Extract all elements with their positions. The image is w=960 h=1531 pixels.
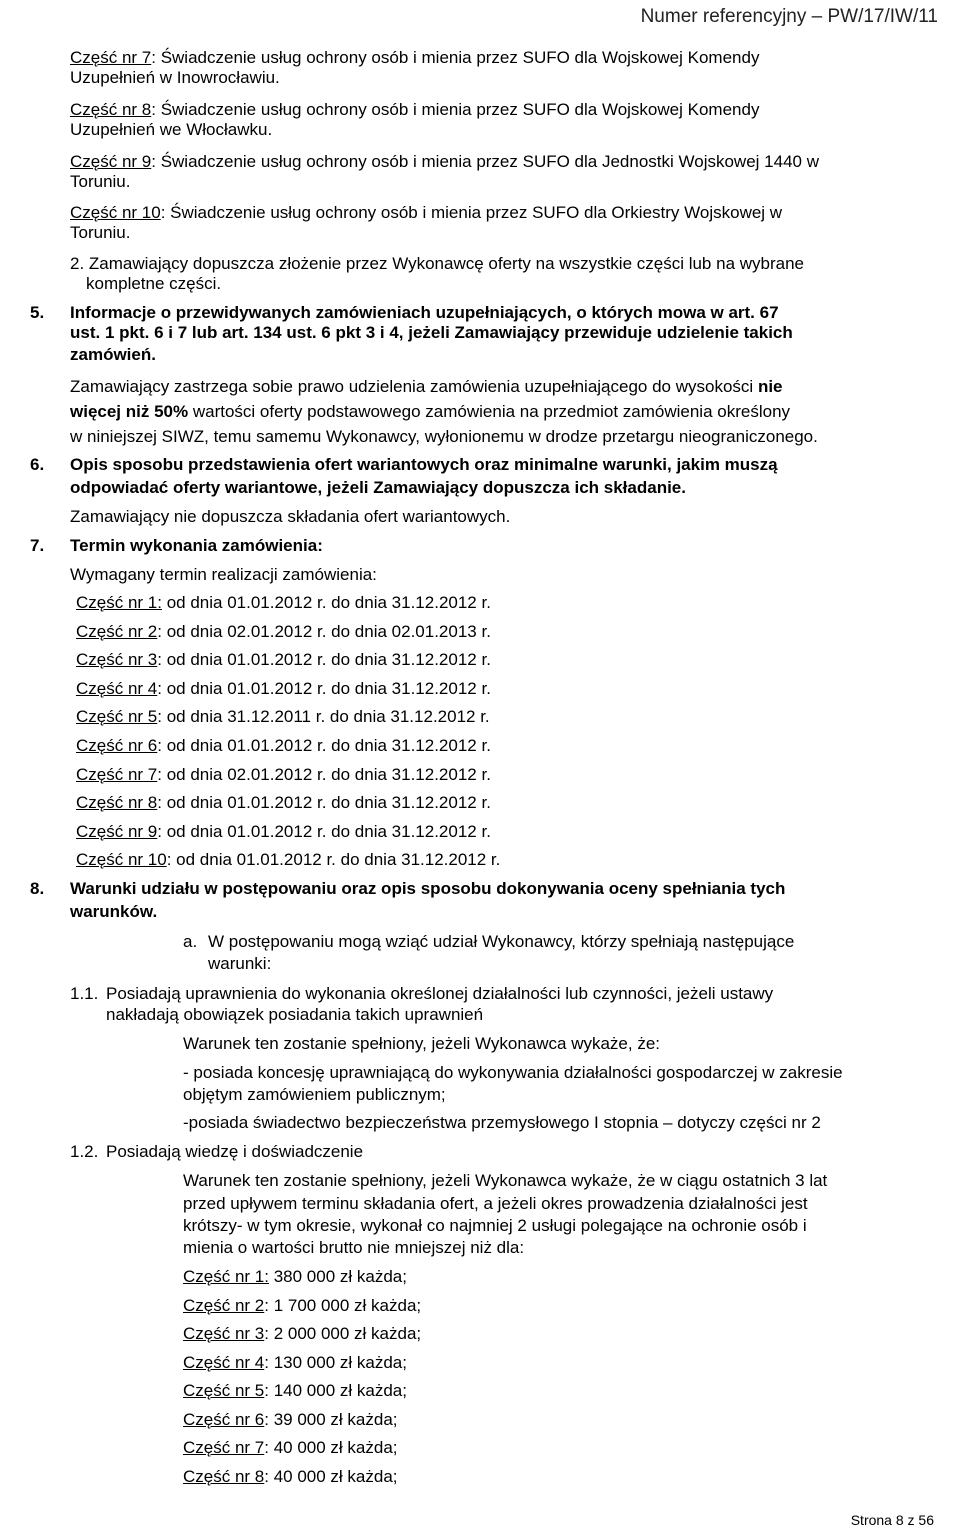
term-part-10: Część nr 10: od dnia 01.01.2012 r. do dnia 31.12.2012 r. — [76, 850, 501, 869]
term-part-8: Część nr 8: od dnia 01.01.2012 r. do dnia 31.12.2012 r. — [76, 793, 491, 812]
point-2-line-1: 2. Zamawiający dopuszcza złożenie przez Wykonawcę oferty na wszystkie części lub na wybrane — [70, 254, 804, 273]
part-7-line-1: Część nr 7: Świadczenie usług ochrony osób i mienia przez SUFO dla Wojskowej Komendy — [70, 48, 760, 67]
condition-1-1-line-1: Posiadają uprawnienia do wykonania określonej działalności lub czynności, jeżeli ustawy — [106, 984, 774, 1003]
value-part-7: Część nr 7: 40 000 zł każda; — [183, 1438, 398, 1457]
condition-1-1-bullet-2: -posiada świadectwo bezpieczeństwa przemysłowego I stopnia – dotyczy części nr 2 — [183, 1113, 821, 1132]
part-9-line-2: Toruniu. — [70, 172, 131, 191]
condition-1-2-title: Posiadają wiedzę i doświadczenie — [106, 1142, 364, 1161]
condition-1-1-line-2: nakładają obowiązek posiadania takich uprawnień — [106, 1005, 484, 1024]
section-8-title-line-1: Warunki udziału w postępowaniu oraz opis sposobu dokonywania oceny spełniania tych — [70, 879, 786, 898]
part-label: Część nr 9 — [70, 152, 152, 171]
section-8-title-line-2: warunków. — [70, 902, 158, 921]
section-5-title-line-1: Informacje o przewidywanych zamówieniach uzupełniających, o których mowa w art. 67 — [70, 303, 779, 322]
section-5-number: 5. — [30, 303, 45, 322]
term-part-7: Część nr 7: od dnia 02.01.2012 r. do dnia 31.12.2012 r. — [76, 765, 491, 784]
part-label: Część nr 7 — [70, 48, 152, 67]
value-part-2: Część nr 2: 1 700 000 zł każda; — [183, 1296, 422, 1315]
term-part-3: Część nr 3: od dnia 01.01.2012 r. do dnia 31.12.2012 r. — [76, 650, 491, 669]
condition-1-2-line-4: mienia o wartości brutto nie mniejszej niż dla: — [183, 1238, 525, 1257]
condition-1-1-bullet-1-line-2: objętym zamówieniem publicznym; — [183, 1085, 446, 1104]
value-part-5: Część nr 5: 140 000 zł każda; — [183, 1381, 407, 1400]
part-8-line-1: Część nr 8: Świadczenie usług ochrony osób i mienia przez SUFO dla Wojskowej Komendy — [70, 100, 760, 119]
value-part-4: Część nr 4: 130 000 zł każda; — [183, 1353, 407, 1372]
section-5-paragraph-line-1: Zamawiający zastrzega sobie prawo udzielenia zamówienia uzupełniającego do wysokości nie — [70, 377, 783, 396]
value-part-8: Część nr 8: 40 000 zł każda; — [183, 1467, 398, 1486]
part-label: Część nr 10 — [70, 203, 161, 222]
section-6-title-line-1: Opis sposobu przedstawienia ofert wariantowych oraz minimalne warunki, jakim muszą — [70, 455, 778, 474]
term-part-1: Część nr 1: od dnia 01.01.2012 r. do dnia 31.12.2012 r. — [76, 593, 491, 612]
condition-1-2-line-1: Warunek ten zostanie spełniony, jeżeli Wykonawca wykaże, że w ciągu ostatnich 3 lat — [183, 1171, 828, 1190]
section-6-text: Zamawiający nie dopuszcza składania ofert wariantowych. — [70, 507, 511, 526]
term-part-6: Część nr 6: od dnia 01.01.2012 r. do dnia 31.12.2012 r. — [76, 736, 491, 755]
value-part-3: Część nr 3: 2 000 000 zł każda; — [183, 1324, 422, 1343]
section-6-number: 6. — [30, 455, 45, 474]
part-10-line-2: Toruniu. — [70, 223, 131, 242]
term-part-2: Część nr 2: od dnia 02.01.2012 r. do dnia 02.01.2013 r. — [76, 622, 491, 641]
section-7-title: Termin wykonania zamówienia: — [70, 536, 323, 555]
condition-1-2-number: 1.2. — [70, 1142, 99, 1161]
term-part-4: Część nr 4: od dnia 01.01.2012 r. do dnia 31.12.2012 r. — [76, 679, 491, 698]
part-10-line-1: Część nr 10: Świadczenie usług ochrony osób i mienia przez SUFO dla Orkiestry Wojskowej w — [70, 203, 783, 222]
part-7-line-2: Uzupełnień w Inowrocławiu. — [70, 68, 280, 87]
section-7-intro: Wymagany termin realizacji zamówienia: — [70, 565, 377, 584]
item-a-line-2: warunki: — [208, 954, 272, 973]
section-5-paragraph-line-3: w niniejszej SIWZ, temu samemu Wykonawcy, wyłonionemu w drodze przetargu nieograniczonego. — [70, 427, 818, 446]
condition-1-1-requirement: Warunek ten zostanie spełniony, jeżeli Wykonawca wykaże, że: — [183, 1034, 661, 1053]
part-label: Część nr 8 — [70, 100, 152, 119]
value-part-6: Część nr 6: 39 000 zł każda; — [183, 1410, 398, 1429]
condition-1-2-line-2: przed upływem terminu składania ofert, a jeżeli okres prowadzenia działalności jest — [183, 1194, 808, 1213]
item-a-line-1: W postępowaniu mogą wziąć udział Wykonawcy, którzy spełniają następujące — [208, 932, 795, 951]
section-5-title-line-2: ust. 1 pkt. 6 i 7 lub art. 134 ust. 6 pkt 3 i 4, jeżeli Zamawiający przewiduje udzielenie takich — [70, 323, 793, 342]
section-8-number: 8. — [30, 879, 45, 898]
reference-number: Numer referencyjny – PW/17/IW/11 — [640, 6, 938, 27]
condition-1-2-line-3: krótszy- w tym okresie, wykonał co najmniej 2 usługi polegające na ochronie osób i — [183, 1216, 807, 1235]
condition-1-1-bullet-1-line-1: - posiada koncesję uprawniającą do wykonywania działalności gospodarczej w zakresie — [183, 1063, 843, 1082]
term-part-9: Część nr 9: od dnia 01.01.2012 r. do dnia 31.12.2012 r. — [76, 822, 491, 841]
page-number: Strona 8 z 56 — [850, 1512, 934, 1528]
section-6-title-line-2: odpowiadać oferty wariantowe, jeżeli Zamawiający dopuszcza ich składanie. — [70, 478, 686, 497]
section-7-number: 7. — [30, 536, 45, 555]
term-part-5: Część nr 5: od dnia 31.12.2011 r. do dnia 31.12.2012 r. — [76, 707, 490, 726]
point-2-line-2: kompletne części. — [86, 274, 222, 293]
condition-1-1-number: 1.1. — [70, 984, 99, 1003]
value-part-1: Część nr 1: 380 000 zł każda; — [183, 1267, 407, 1286]
section-5-title-line-3: zamówień. — [70, 345, 156, 364]
part-9-line-1: Część nr 9: Świadczenie usług ochrony osób i mienia przez SUFO dla Jednostki Wojskowej 1440 w — [70, 152, 819, 171]
item-a-label: a. — [183, 932, 198, 951]
part-8-line-2: Uzupełnień we Włocławku. — [70, 120, 273, 139]
section-5-paragraph-line-2: więcej niż 50% wartości oferty podstawowego zamówienia na przedmiot zamówienia określony — [70, 402, 791, 421]
